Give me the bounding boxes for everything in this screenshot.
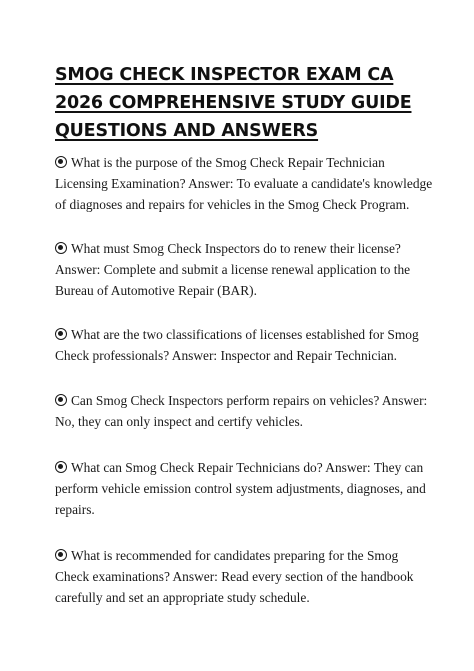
qa-item [55, 457, 435, 520]
qa-text: What are the two classifications of licenses established for Smog Check professionals? Answer: Inspector and Repair Technician. [55, 327, 419, 363]
radio-bullet-icon [55, 328, 67, 340]
qa-item [55, 152, 435, 215]
qa-item [55, 545, 435, 608]
radio-bullet-icon [55, 549, 67, 561]
qa-text: Can Smog Check Inspectors perform repairs on vehicles? Answer: No, they can only inspect and certify vehicles. [55, 393, 428, 429]
radio-bullet-icon [55, 242, 67, 254]
radio-bullet-icon [55, 461, 67, 473]
radio-bullet-icon [55, 156, 67, 168]
page-title: SMOG CHECK INSPECTOR EXAM CA 2026 COMPREHENSIVE STUDY GUIDE QUESTIONS AND ANSWERS [55, 65, 412, 141]
radio-bullet-icon [55, 394, 67, 406]
qa-item [55, 238, 435, 301]
qa-text: What must Smog Check Inspectors do to renew their license? Answer: Complete and submit a license renewal application to the Bureau of Automotive Repair (BAR). [55, 241, 411, 298]
qa-item [55, 390, 435, 432]
qa-item [55, 324, 435, 366]
qa-text: What is the purpose of the Smog Check Repair Technician Licensing Examination? Answer: To evaluate a candidate's knowledge of diagnoses and repairs for vehicles in the Smog Check Program. [55, 155, 433, 212]
qa-text: What is recommended for candidates preparing for the Smog Check examinations? Answer: Read every section of the handbook carefully and set an appropriate study schedule. [55, 548, 414, 605]
qa-text: What can Smog Check Repair Technicians do? Answer: They can perform vehicle emission control system adjustments, diagnoses, and repairs. [55, 460, 426, 517]
